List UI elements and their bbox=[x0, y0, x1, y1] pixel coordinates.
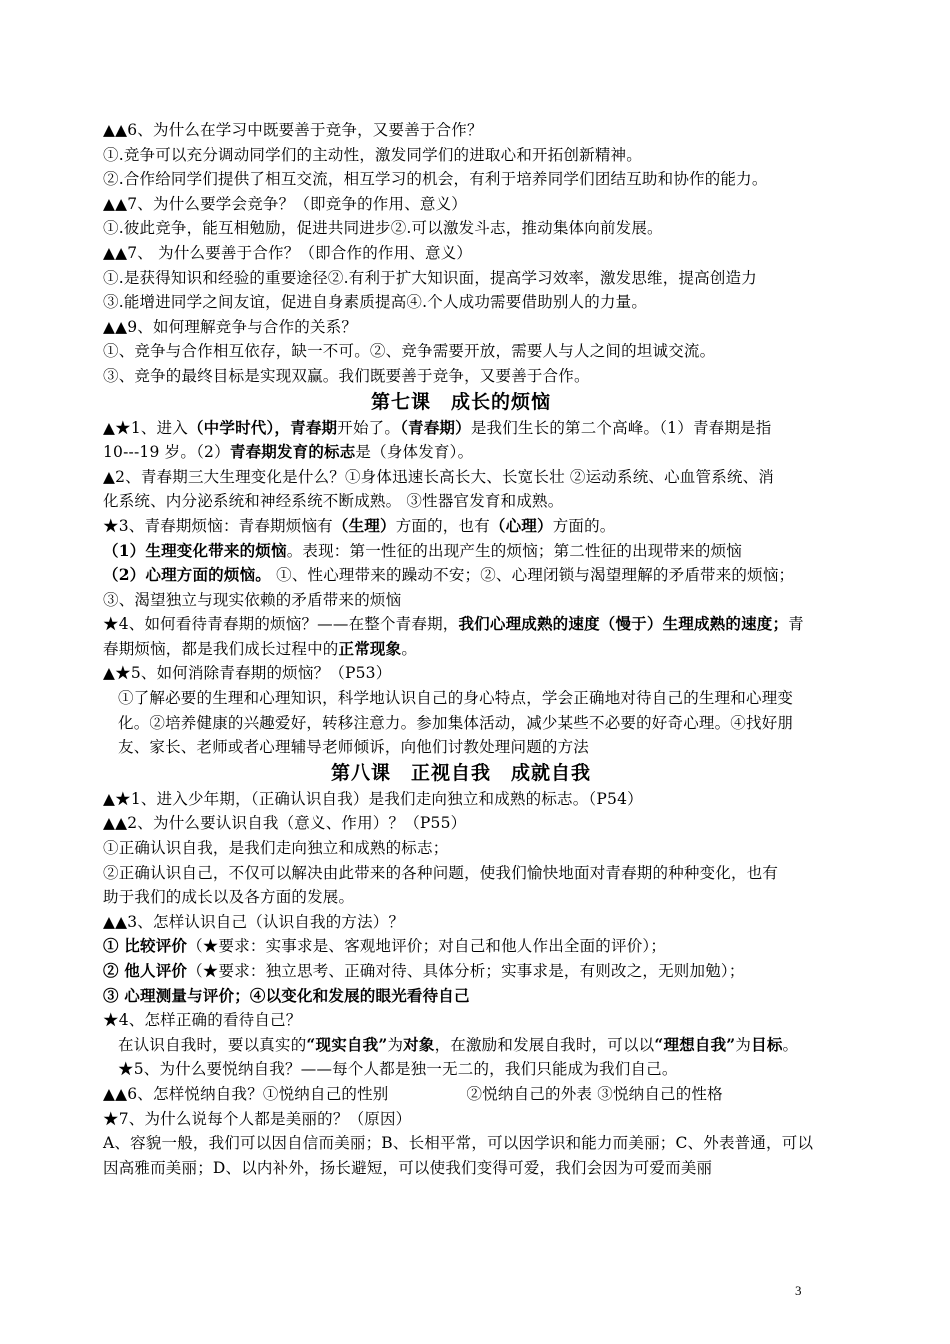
bold-run: ① 比较评价 bbox=[103, 936, 188, 956]
text-run: ★3、青春期烦恼：青春期烦恼有 bbox=[103, 516, 333, 535]
bold-run: （2）心理方面的烦恼。 bbox=[103, 565, 271, 585]
text-run: ▲★1、进入 bbox=[103, 418, 188, 437]
text-run: ①、性心理带来的躁动不安；②、心理闭锁与渴望理解的矛盾带来的烦恼； bbox=[271, 566, 795, 585]
text-run: 在认识自我时，要以真实的 bbox=[118, 1035, 307, 1054]
answer-line: ①.是获得知识和经验的重要途径②.有利于扩大知识面，提高学习效率，激发思维，提高创造力 bbox=[103, 268, 757, 287]
bold-run: 青春期发育的标志 bbox=[229, 442, 356, 462]
bold-run: ② 他人评价 bbox=[103, 961, 188, 980]
bold-run: （1）生理变化带来的烦恼 bbox=[103, 540, 287, 560]
text-run: 开始了。 bbox=[337, 418, 401, 437]
question-9: ▲▲9、如何理解竞争与合作的关系？ bbox=[103, 317, 358, 336]
answer-line: ①正确认识自我，是我们走向独立和成熟的标志； bbox=[103, 839, 449, 858]
text-run: 10---19 岁。（2） bbox=[103, 443, 230, 462]
text-run: ▲▲6、怎样悦纳自我？①悦纳自己的性别 bbox=[103, 1084, 389, 1103]
lesson7-question-3-item2 bbox=[103, 563, 819, 588]
answer-line: ①、竞争与合作相互依存，缺一不可。②、竞争需要开放，需要人与人之间的坦诚交流。 bbox=[103, 342, 716, 361]
bold-run: （心理） bbox=[489, 515, 553, 535]
lesson8-question-6 bbox=[103, 1082, 819, 1107]
lesson7-question-1-cont bbox=[103, 440, 819, 465]
text-run: ②悦纳自己的外表 ③悦纳自己的性格 bbox=[466, 1084, 723, 1103]
text-run: （★要求：独立思考、正确对待、具体分析；实事求是，有则改之，无则加勉）； bbox=[187, 962, 745, 980]
lesson7-question-3-item3: ③、渴望独立与现实依赖的矛盾带来的烦恼 bbox=[103, 590, 402, 609]
text-run: 青春期烦恼，都是我们成长过程中的 bbox=[103, 615, 804, 658]
bold-run: 我们心理成熟的速度（慢于）生理成熟的速度； bbox=[458, 614, 789, 634]
text-run: 为 bbox=[735, 1035, 752, 1054]
answer-line: ③、竞争的最终目标是实现双赢。我们既要善于竞争，又要善于合作。 bbox=[103, 366, 590, 385]
lesson7-question-4 bbox=[103, 612, 819, 661]
lesson8-question-3: ▲▲3、怎样认识自己（认识自我的方法）？ bbox=[103, 912, 405, 931]
answer-line: 因高雅而美丽；D、以内补外，扬长避短，可以使我们变得可爱，我们会因为可爱而美丽 bbox=[103, 1158, 713, 1177]
bold-run: （生理） bbox=[332, 515, 396, 535]
bold-run: （青春期） bbox=[400, 417, 471, 437]
bold-run: （中学时代），青春期 bbox=[187, 417, 338, 437]
answer-line: ③.能增进同学之间友谊，促进自身素质提高④.个人成功需要借助别人的力量。 bbox=[103, 293, 648, 312]
lesson7-question-5: ▲★5、如何消除青春期的烦恼？（P53） bbox=[103, 664, 392, 683]
question-7b: ▲▲7、 为什么要善于合作？（即合作的作用、意义） bbox=[103, 243, 473, 262]
lesson7-question-1 bbox=[103, 416, 819, 441]
text-run: ，在激励和发展自我时，可以以 bbox=[434, 1035, 655, 1054]
page-number: 3 bbox=[795, 1283, 802, 1298]
lesson-7-title: 第七课 成长的烦恼 bbox=[370, 390, 551, 413]
answer-line: ②正确认识自己，不仅可以解决由此带来的各种问题，使我们愉快地面对青春期的种种变化，也有 bbox=[103, 863, 779, 882]
text-run: 是（身体发育）。 bbox=[355, 443, 474, 462]
text-run: 是我们生长的第二个高峰。（1）青春期是指 bbox=[470, 418, 772, 437]
bold-run: 目标 bbox=[751, 1034, 783, 1054]
text-run: 方面的，也有 bbox=[395, 516, 490, 535]
lesson7-question-3-item1 bbox=[103, 539, 819, 564]
lesson8-question-1: ▲★1、进入少年期，（正确认识自我）是我们走向独立和成熟的标志。（P54） bbox=[103, 789, 643, 808]
text-run: 。 bbox=[782, 1035, 799, 1054]
answer-line: 助于我们的成长以及各方面的发展。 bbox=[103, 888, 355, 907]
answer-line: A、容貌一般，我们可以因自信而美丽；B、长相平常，可以因学识和能力而美丽；C、外表普通，可以 bbox=[103, 1134, 814, 1153]
method-1 bbox=[103, 934, 819, 959]
question-6: ▲▲6、为什么在学习中既要善于竞争，又要善于合作？ bbox=[103, 121, 483, 139]
text-run: （★要求：实事求是、客观地评价；对自己和他人作出全面的评价）； bbox=[187, 937, 667, 956]
question-7: ▲▲7、为什么要学会竞争？（即竞争的作用、意义） bbox=[103, 194, 468, 213]
text-run: 方面的。 bbox=[552, 516, 616, 535]
lesson7-question-5-answer: ①了解必要的生理和心理知识，科学地认识自己的身心特点，学会正确地对待自己的生理和心理变化。②培养健康的兴趣爱好，转移注意力。参加集体活动，减少某些不必要的好奇心理。④找好朋友、家长、老师或者心理辅导老师倾诉，向他们讨教处理问题的方法 bbox=[118, 689, 794, 757]
lesson7-question-3 bbox=[103, 514, 819, 539]
lesson8-question-5: ★5、为什么要悦纳自我？——每个人都是独一无二的，我们只能成为我们自己。 bbox=[118, 1060, 678, 1079]
text-run: 。 bbox=[401, 639, 418, 658]
text-run: ★4、如何看待青春期的烦恼？——在整个青春期， bbox=[103, 615, 459, 634]
text-run: 。表现：第一性征的出现产生的烦恼；第二性征的出现带来的烦恼 bbox=[286, 541, 742, 560]
answer-line: ①.竞争可以充分调动同学们的主动性，激发同学们的进取心和开拓创新精神。 bbox=[103, 145, 642, 164]
lesson8-question-4: ★4、怎样正确的看待自己？ bbox=[103, 1011, 302, 1030]
page-content bbox=[103, 118, 819, 1180]
lesson8-question-2: ▲▲2、为什么要认识自我（意义、作用）？（P55） bbox=[103, 814, 467, 833]
lesson7-question-2: ▲2、青春期三大生理变化是什么？①身体迅速长高长大、长宽长壮 ②运动系统、心血管系统、消 bbox=[103, 467, 775, 486]
lesson7-question-2-cont: 化系统、内分泌系统和神经系统不断成熟。 ③性器官发育和成熟。 bbox=[103, 492, 564, 511]
answer-line: ①.彼此竞争，能互相勉励，促进共同进步②.可以激发斗志，推动集体向前发展。 bbox=[103, 219, 663, 238]
lesson8-question-4-answer bbox=[103, 1033, 819, 1058]
method-3-4: ③ 心理测量与评价；④以变化和发展的眼光看待自己 bbox=[103, 985, 470, 1005]
bold-run: “现实自我” bbox=[306, 1034, 388, 1054]
bold-run: “理想自我” bbox=[654, 1034, 736, 1054]
lesson-8-title: 第八课 正视自我 成就自我 bbox=[330, 761, 591, 784]
lesson8-question-7: ★7、为什么说每个人都是美丽的？（原因） bbox=[103, 1109, 412, 1128]
text-run: 为 bbox=[387, 1035, 404, 1054]
bold-run: 正常现象 bbox=[338, 638, 402, 658]
bold-run: 对象 bbox=[403, 1034, 435, 1054]
method-2 bbox=[103, 959, 819, 984]
answer-line: ②.合作给同学们提供了相互交流，相互学习的机会，有利于培养同学们团结互助和协作的能力。 bbox=[103, 170, 768, 189]
